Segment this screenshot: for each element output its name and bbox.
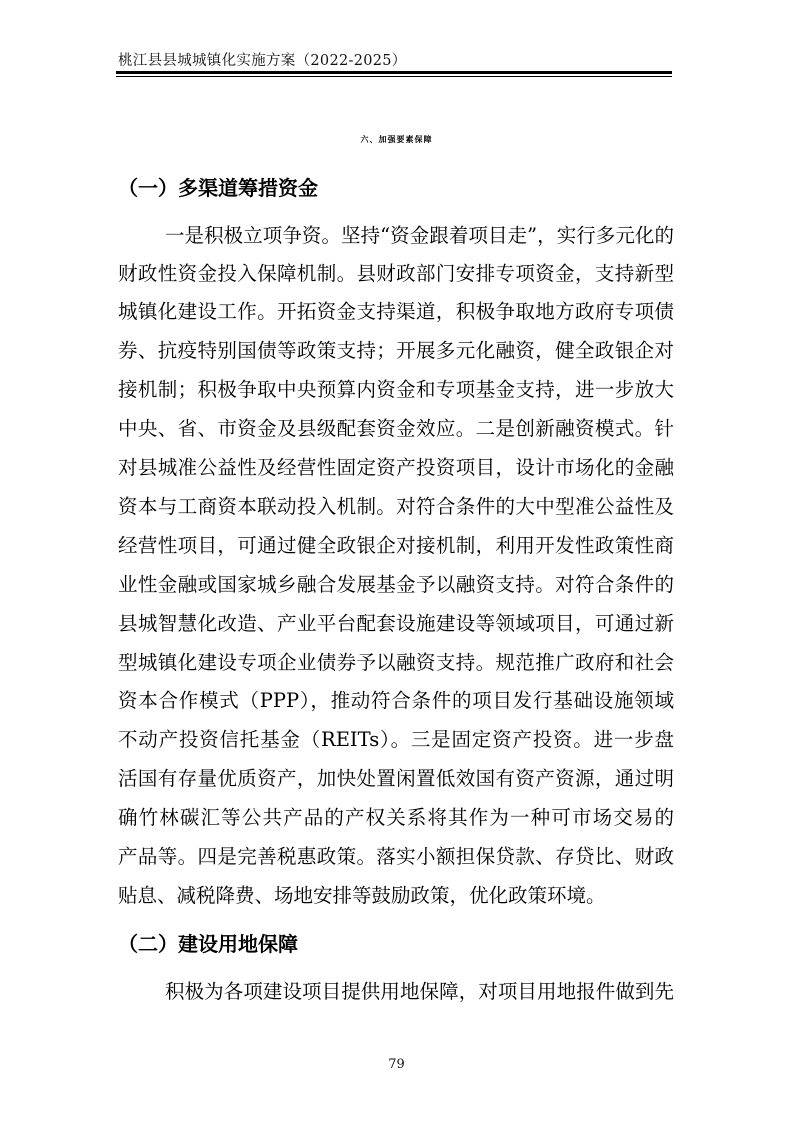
paragraph-line: 券、抗疫特别国债等政策支持；开展多元化融资，健全政银企对	[118, 339, 674, 362]
paragraph-line: 财政性资金投入保障机制。县财政部门安排专项资金，支持新型	[118, 262, 674, 285]
paragraph-line: 资本合作模式（PPP），推动符合条件的项目发行基础设施领域	[118, 689, 674, 712]
paragraph-line: 城镇化建设工作。开拓资金支持渠道，积极争取地方政府专项债	[118, 300, 674, 323]
paragraph-line: 资本与工商资本联动投入机制。对符合条件的大中型准公益性及	[118, 495, 674, 518]
header-rule-thick	[116, 71, 672, 74]
chapter-title: 六、加强要素保障	[360, 135, 433, 144]
section-heading-funding: （一）多渠道筹措资金	[118, 176, 318, 200]
paragraph-line: 一是积极立项争资。坚持“资金跟着项目走”，实行多元化的	[165, 224, 674, 247]
page-number: 79	[388, 1057, 405, 1072]
paragraph-line: 中央、省、市资金及县级配套资金效应。二是创新融资模式。针	[118, 417, 674, 440]
paragraph-line: 不动产投资信托基金（REITs）。三是固定资产投资。进一步盘	[118, 728, 674, 751]
paragraph-line: 确竹林碳汇等公共产品的产权关系将其作为一种可市场交易的	[118, 806, 674, 829]
paragraph-line: 活国有存量优质资产，加快处置闲置低效国有资产资源，通过明	[118, 767, 674, 790]
paragraph-line: 接机制；积极争取中央预算内资金和专项基金支持，进一步放大	[118, 378, 674, 401]
section-heading-land: （二）建设用地保障	[118, 932, 298, 956]
paragraph-line: 县城智慧化改造、产业平台配套设施建设等领域项目，可通过新	[118, 612, 674, 635]
paragraph-line: 贴息、减税降费、场地安排等鼓励政策，优化政策环境。	[118, 884, 606, 907]
paragraph-line: 型城镇化建设专项企业债券予以融资支持。规范推广政府和社会	[118, 651, 674, 674]
header-rule-thin	[116, 76, 672, 77]
paragraph-line: 产品等。四是完善税惠政策。落实小额担保贷款、存贷比、财政	[118, 845, 674, 868]
running-header: 桃江县县城城镇化实施方案（2022-2025）	[118, 53, 407, 69]
paragraph-line: 经营性项目，可通过健全政银企对接机制，利用开发性政策性商	[118, 534, 674, 557]
paragraph-line: 积极为各项建设项目提供用地保障，对项目用地报件做到先	[165, 980, 674, 1003]
paragraph-line: 业性金融或国家城乡融合发展基金予以融资支持。对符合条件的	[118, 573, 674, 596]
paragraph-line: 对县城准公益性及经营性固定资产投资项目，设计市场化的金融	[118, 456, 674, 479]
